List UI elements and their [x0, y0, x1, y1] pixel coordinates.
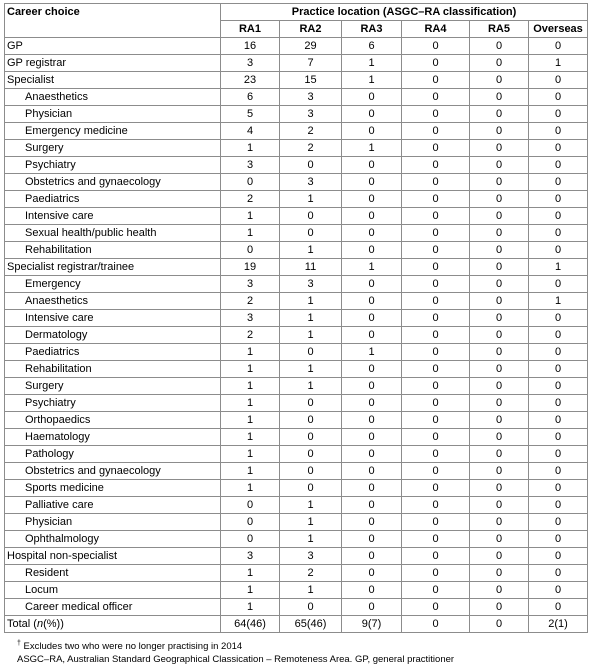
cell-overseas: 0	[529, 565, 588, 582]
cell-ra2: 0	[280, 463, 342, 480]
cell-ra1: 1	[221, 565, 280, 582]
cell-ra4: 0	[402, 514, 470, 531]
cell-overseas: 0	[529, 72, 588, 89]
cell-ra5: 0	[470, 38, 529, 55]
cell-ra5: 0	[470, 565, 529, 582]
table-row	[5, 599, 588, 616]
cell-ra2: 1	[280, 514, 342, 531]
cell-ra4: 0	[402, 191, 470, 208]
cell-ra3: 0	[342, 276, 402, 293]
cell-ra1: 1	[221, 225, 280, 242]
table-row	[5, 55, 588, 72]
table-row	[5, 191, 588, 208]
cell-ra3: 0	[342, 531, 402, 548]
row-label: Specialist	[5, 72, 221, 89]
cell-ra5: 0	[470, 514, 529, 531]
cell-ra4: 0	[402, 55, 470, 72]
cell-ra2: 0	[280, 480, 342, 497]
cell-ra3: 0	[342, 514, 402, 531]
cell-overseas: 0	[529, 446, 588, 463]
table-row	[5, 531, 588, 548]
row-label: GP	[5, 38, 221, 55]
cell-ra2: 0	[280, 157, 342, 174]
cell-overseas: 0	[529, 38, 588, 55]
cell-overseas: 0	[529, 463, 588, 480]
cell-overseas: 0	[529, 208, 588, 225]
cell-ra2: 1	[280, 191, 342, 208]
cell-ra3: 0	[342, 208, 402, 225]
cell-ra2: 0	[280, 412, 342, 429]
cell-ra1: 1	[221, 361, 280, 378]
row-label: Surgery	[5, 378, 221, 395]
cell-ra3: 1	[342, 72, 402, 89]
footnotes	[17, 638, 454, 666]
cell-overseas: 0	[529, 548, 588, 565]
cell-overseas: 0	[529, 480, 588, 497]
cell-ra3: 0	[342, 310, 402, 327]
cell-overseas: 0	[529, 514, 588, 531]
cell-ra2: 0	[280, 208, 342, 225]
cell-ra1: 3	[221, 276, 280, 293]
table-row	[5, 497, 588, 514]
cell-ra3: 6	[342, 38, 402, 55]
row-label: Emergency	[5, 276, 221, 293]
table-row	[5, 208, 588, 225]
cell-ra3: 0	[342, 480, 402, 497]
cell-ra2: 3	[280, 89, 342, 106]
table-row	[5, 378, 588, 395]
cell-ra1: 1	[221, 582, 280, 599]
cell-ra4: 0	[402, 106, 470, 123]
cell-ra5: 0	[470, 480, 529, 497]
cell-ra2: 2	[280, 140, 342, 157]
table-row	[5, 480, 588, 497]
row-label: Psychiatry	[5, 395, 221, 412]
table-row	[5, 123, 588, 140]
cell-ra2: 0	[280, 395, 342, 412]
cell-ra3: 0	[342, 361, 402, 378]
cell-ra2: 2	[280, 565, 342, 582]
cell-ra4: 0	[402, 361, 470, 378]
cell-ra1: 1	[221, 140, 280, 157]
cell-ra4: 0	[402, 599, 470, 616]
total-ra5: 0	[470, 616, 529, 633]
cell-ra4: 0	[402, 174, 470, 191]
cell-ra5: 0	[470, 123, 529, 140]
table-row	[5, 446, 588, 463]
row-label: Rehabilitation	[5, 242, 221, 259]
cell-ra4: 0	[402, 259, 470, 276]
row-label: Sexual health/public health	[5, 225, 221, 242]
cell-overseas: 0	[529, 157, 588, 174]
cell-ra5: 0	[470, 174, 529, 191]
career-location-table	[4, 3, 588, 633]
cell-ra4: 0	[402, 497, 470, 514]
cell-ra5: 0	[470, 55, 529, 72]
table-body	[5, 38, 588, 616]
cell-ra1: 1	[221, 446, 280, 463]
cell-ra4: 0	[402, 123, 470, 140]
cell-ra2: 1	[280, 497, 342, 514]
header-ra1: RA1	[221, 21, 280, 38]
header-career-choice: Career choice	[5, 4, 221, 38]
row-label: Psychiatry	[5, 157, 221, 174]
cell-ra5: 0	[470, 361, 529, 378]
cell-ra3: 0	[342, 157, 402, 174]
table-row	[5, 463, 588, 480]
total-ra1: 64(46)	[221, 616, 280, 633]
header-row-group	[5, 4, 588, 21]
table-row	[5, 259, 588, 276]
cell-ra4: 0	[402, 225, 470, 242]
table-row	[5, 548, 588, 565]
cell-ra5: 0	[470, 72, 529, 89]
row-label: Physician	[5, 106, 221, 123]
cell-ra1: 1	[221, 208, 280, 225]
table-row	[5, 310, 588, 327]
cell-overseas: 1	[529, 259, 588, 276]
cell-ra1: 3	[221, 310, 280, 327]
cell-ra4: 0	[402, 208, 470, 225]
cell-ra2: 1	[280, 293, 342, 310]
cell-ra3: 0	[342, 395, 402, 412]
table-row	[5, 327, 588, 344]
total-ra3: 9(7)	[342, 616, 402, 633]
cell-ra1: 1	[221, 480, 280, 497]
cell-ra5: 0	[470, 582, 529, 599]
cell-overseas: 0	[529, 327, 588, 344]
cell-ra5: 0	[470, 157, 529, 174]
cell-ra2: 0	[280, 446, 342, 463]
table-row	[5, 412, 588, 429]
cell-ra4: 0	[402, 72, 470, 89]
footnote-2: ASGC–RA, Australian Standard Geographical Classication – Remoteness Area. GP, general practitioner	[17, 653, 455, 665]
cell-ra3: 0	[342, 174, 402, 191]
cell-ra2: 1	[280, 582, 342, 599]
cell-ra4: 0	[402, 480, 470, 497]
footnote-1	[17, 638, 454, 654]
cell-ra5: 0	[470, 106, 529, 123]
total-label-n: n	[36, 618, 44, 630]
cell-ra1: 0	[221, 242, 280, 259]
row-label: Career medical officer	[5, 599, 221, 616]
cell-ra1: 3	[221, 548, 280, 565]
cell-ra4: 0	[402, 565, 470, 582]
table-row	[5, 242, 588, 259]
row-label: Obstetrics and gynaecology	[5, 174, 221, 191]
total-ra2: 65(46)	[280, 616, 342, 633]
cell-ra3: 0	[342, 548, 402, 565]
cell-ra3: 0	[342, 191, 402, 208]
cell-ra5: 0	[470, 344, 529, 361]
row-label: Intensive care	[5, 310, 221, 327]
cell-ra2: 11	[280, 259, 342, 276]
row-label: GP registrar	[5, 55, 221, 72]
cell-ra1: 16	[221, 38, 280, 55]
cell-ra2: 29	[280, 38, 342, 55]
cell-overseas: 0	[529, 599, 588, 616]
cell-ra4: 0	[402, 446, 470, 463]
cell-ra4: 0	[402, 429, 470, 446]
cell-ra1: 4	[221, 123, 280, 140]
cell-overseas: 0	[529, 89, 588, 106]
cell-ra4: 0	[402, 548, 470, 565]
table-row	[5, 565, 588, 582]
row-label: Intensive care	[5, 208, 221, 225]
cell-ra2: 1	[280, 310, 342, 327]
cell-ra5: 0	[470, 412, 529, 429]
cell-ra2: 3	[280, 276, 342, 293]
cell-ra4: 0	[402, 140, 470, 157]
cell-overseas: 1	[529, 293, 588, 310]
cell-ra4: 0	[402, 582, 470, 599]
cell-ra3: 1	[342, 140, 402, 157]
cell-ra4: 0	[402, 327, 470, 344]
row-label: Emergency medicine	[5, 123, 221, 140]
cell-ra3: 0	[342, 412, 402, 429]
table-row	[5, 140, 588, 157]
cell-ra2: 3	[280, 106, 342, 123]
cell-ra1: 3	[221, 157, 280, 174]
cell-overseas: 0	[529, 531, 588, 548]
total-row	[5, 616, 588, 633]
row-label: Paediatrics	[5, 191, 221, 208]
cell-ra5: 0	[470, 242, 529, 259]
cell-overseas: 0	[529, 412, 588, 429]
cell-overseas: 0	[529, 242, 588, 259]
cell-ra1: 1	[221, 344, 280, 361]
cell-ra3: 1	[342, 259, 402, 276]
cell-ra5: 0	[470, 463, 529, 480]
cell-ra3: 0	[342, 582, 402, 599]
cell-ra4: 0	[402, 531, 470, 548]
cell-ra3: 0	[342, 123, 402, 140]
row-label: Locum	[5, 582, 221, 599]
cell-overseas: 1	[529, 55, 588, 72]
row-label: Obstetrics and gynaecology	[5, 463, 221, 480]
cell-ra3: 0	[342, 565, 402, 582]
cell-ra4: 0	[402, 344, 470, 361]
cell-ra5: 0	[470, 378, 529, 395]
cell-ra2: 0	[280, 344, 342, 361]
cell-ra3: 0	[342, 225, 402, 242]
cell-ra4: 0	[402, 38, 470, 55]
cell-ra4: 0	[402, 463, 470, 480]
row-label: Haematology	[5, 429, 221, 446]
cell-ra5: 0	[470, 259, 529, 276]
row-label: Ophthalmology	[5, 531, 221, 548]
row-label: Dermatology	[5, 327, 221, 344]
table-row	[5, 72, 588, 89]
table-row	[5, 106, 588, 123]
cell-ra1: 19	[221, 259, 280, 276]
cell-ra5: 0	[470, 327, 529, 344]
cell-ra5: 0	[470, 548, 529, 565]
cell-ra1: 6	[221, 89, 280, 106]
cell-ra1: 0	[221, 514, 280, 531]
cell-ra1: 1	[221, 599, 280, 616]
cell-ra5: 0	[470, 531, 529, 548]
cell-overseas: 0	[529, 106, 588, 123]
header-ra3: RA3	[342, 21, 402, 38]
cell-overseas: 0	[529, 310, 588, 327]
cell-ra1: 23	[221, 72, 280, 89]
cell-ra4: 0	[402, 310, 470, 327]
row-label: Physician	[5, 514, 221, 531]
cell-ra5: 0	[470, 497, 529, 514]
cell-ra1: 1	[221, 395, 280, 412]
row-label: Hospital non-specialist	[5, 548, 221, 565]
cell-ra4: 0	[402, 378, 470, 395]
cell-ra3: 0	[342, 497, 402, 514]
cell-ra2: 0	[280, 429, 342, 446]
cell-ra2: 1	[280, 327, 342, 344]
cell-overseas: 0	[529, 378, 588, 395]
cell-ra3: 0	[342, 293, 402, 310]
row-label: Surgery	[5, 140, 221, 157]
cell-ra4: 0	[402, 242, 470, 259]
cell-overseas: 0	[529, 174, 588, 191]
cell-ra5: 0	[470, 276, 529, 293]
cell-ra5: 0	[470, 395, 529, 412]
table-row	[5, 276, 588, 293]
cell-ra3: 1	[342, 55, 402, 72]
row-label: Anaesthetics	[5, 89, 221, 106]
row-label: Pathology	[5, 446, 221, 463]
cell-ra1: 1	[221, 429, 280, 446]
table-row	[5, 429, 588, 446]
cell-ra1: 1	[221, 463, 280, 480]
row-label: Sports medicine	[5, 480, 221, 497]
cell-ra2: 0	[280, 599, 342, 616]
cell-overseas: 0	[529, 344, 588, 361]
table-row	[5, 582, 588, 599]
cell-ra3: 0	[342, 429, 402, 446]
table-row	[5, 344, 588, 361]
footnote-1-text: Excludes two who were no longer practising in 2014	[20, 641, 243, 653]
cell-ra2: 1	[280, 361, 342, 378]
row-label: Anaesthetics	[5, 293, 221, 310]
row-label: Specialist registrar/trainee	[5, 259, 221, 276]
total-overseas: 2(1)	[529, 616, 588, 633]
row-label: Rehabilitation	[5, 361, 221, 378]
row-label: Orthopaedics	[5, 412, 221, 429]
cell-ra5: 0	[470, 191, 529, 208]
cell-ra3: 0	[342, 378, 402, 395]
cell-ra3: 0	[342, 242, 402, 259]
cell-ra2: 2	[280, 123, 342, 140]
cell-ra5: 0	[470, 225, 529, 242]
cell-ra5: 0	[470, 446, 529, 463]
cell-overseas: 0	[529, 582, 588, 599]
table-row	[5, 38, 588, 55]
cell-ra2: 3	[280, 548, 342, 565]
header-ra4: RA4	[402, 21, 470, 38]
cell-ra4: 0	[402, 412, 470, 429]
table-row	[5, 225, 588, 242]
total-ra4: 0	[402, 616, 470, 633]
cell-ra3: 0	[342, 599, 402, 616]
cell-ra4: 0	[402, 395, 470, 412]
cell-overseas: 0	[529, 361, 588, 378]
header-ra5: RA5	[470, 21, 529, 38]
cell-overseas: 0	[529, 225, 588, 242]
cell-overseas: 0	[529, 276, 588, 293]
cell-ra1: 5	[221, 106, 280, 123]
total-label	[5, 616, 221, 633]
header-ra2: RA2	[280, 21, 342, 38]
cell-ra2: 3	[280, 174, 342, 191]
table-row	[5, 293, 588, 310]
cell-ra5: 0	[470, 293, 529, 310]
cell-ra1: 3	[221, 55, 280, 72]
total-label-post: (%))	[43, 618, 64, 630]
cell-ra1: 2	[221, 327, 280, 344]
cell-ra5: 0	[470, 599, 529, 616]
header-practice-location: Practice location (ASGC–RA classification)	[221, 4, 588, 21]
cell-ra2: 1	[280, 242, 342, 259]
cell-overseas: 0	[529, 429, 588, 446]
cell-ra1: 2	[221, 293, 280, 310]
cell-ra1: 0	[221, 497, 280, 514]
cell-ra3: 0	[342, 327, 402, 344]
cell-ra4: 0	[402, 157, 470, 174]
cell-overseas: 0	[529, 191, 588, 208]
row-label: Resident	[5, 565, 221, 582]
cell-overseas: 0	[529, 123, 588, 140]
cell-ra4: 0	[402, 276, 470, 293]
cell-ra5: 0	[470, 310, 529, 327]
row-label: Paediatrics	[5, 344, 221, 361]
footnote-dagger: †	[17, 640, 21, 647]
row-label: Palliative care	[5, 497, 221, 514]
cell-ra1: 0	[221, 174, 280, 191]
cell-ra5: 0	[470, 429, 529, 446]
cell-overseas: 0	[529, 395, 588, 412]
cell-ra2: 0	[280, 225, 342, 242]
cell-ra1: 1	[221, 378, 280, 395]
header-overseas: Overseas	[529, 21, 588, 38]
cell-overseas: 0	[529, 497, 588, 514]
cell-ra2: 7	[280, 55, 342, 72]
cell-ra5: 0	[470, 140, 529, 157]
cell-ra3: 1	[342, 344, 402, 361]
cell-ra5: 0	[470, 89, 529, 106]
cell-ra4: 0	[402, 89, 470, 106]
cell-ra5: 0	[470, 208, 529, 225]
cell-ra4: 0	[402, 293, 470, 310]
table-row	[5, 89, 588, 106]
cell-ra3: 0	[342, 89, 402, 106]
cell-ra1: 2	[221, 191, 280, 208]
cell-ra3: 0	[342, 446, 402, 463]
table-row	[5, 174, 588, 191]
table-row	[5, 361, 588, 378]
table-row	[5, 514, 588, 531]
cell-ra2: 1	[280, 531, 342, 548]
total-label-pre: Total (	[7, 618, 37, 630]
table-row	[5, 157, 588, 174]
cell-ra2: 15	[280, 72, 342, 89]
table-row	[5, 395, 588, 412]
cell-ra3: 0	[342, 463, 402, 480]
cell-ra1: 0	[221, 531, 280, 548]
cell-overseas: 0	[529, 140, 588, 157]
cell-ra2: 1	[280, 378, 342, 395]
cell-ra3: 0	[342, 106, 402, 123]
cell-ra1: 1	[221, 412, 280, 429]
